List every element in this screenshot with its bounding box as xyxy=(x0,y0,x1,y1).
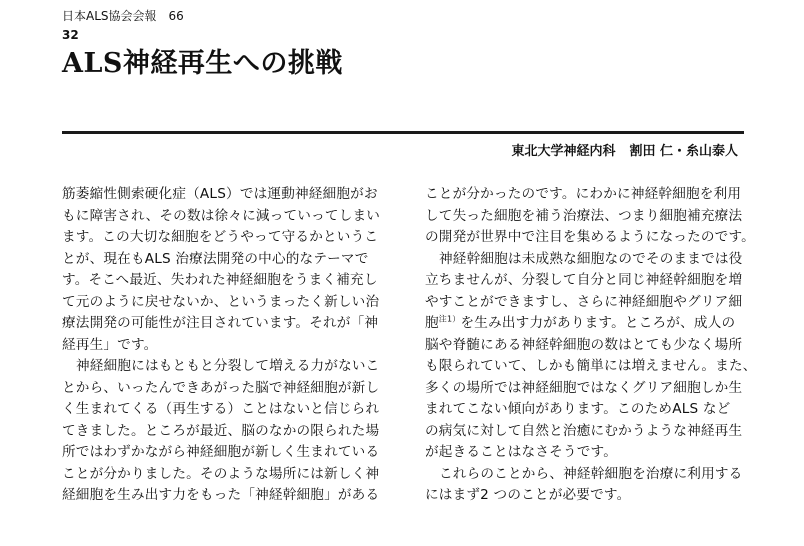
body-line: 所ではわずかながら神経細胞が新しく生まれている xyxy=(62,444,380,460)
body-line: まれてこない傾向があります。このためALS など xyxy=(425,401,731,417)
body-line: 経細胞を生み出す力をもった「神経幹細胞」がある xyxy=(62,487,380,503)
body-line: てきました。ところが最近、脳のなかの限られた場 xyxy=(62,422,380,439)
page-number: 32 xyxy=(62,28,79,42)
issue-number: 66 xyxy=(168,9,184,23)
body-line: の開発が世界中で注目を集めるようになったのです。 xyxy=(425,229,755,245)
author-names: 割田 仁・糸山泰人 xyxy=(629,144,738,159)
body-line: やすことができますし、さらに神経細胞やグリア細 xyxy=(425,293,743,310)
body-line: にはまず2 つのことが必要です。 xyxy=(425,487,631,503)
body-line: 多くの場所では神経細胞ではなくグリア細胞しか生 xyxy=(425,379,743,396)
body-text: 胞 xyxy=(425,315,439,331)
body-line: これらのことから、神経幹細胞を治療に利用する xyxy=(439,465,743,482)
body-line: ます。この大切な細胞をどうやって守るかというこ xyxy=(62,229,379,245)
body-line: て元のように戻せないか、というまったく新しい治 xyxy=(62,293,380,310)
article-title: ALS神経再生への挑戦 xyxy=(62,48,343,79)
journal-name: 日本ALS協会会報 xyxy=(62,9,157,23)
body-line: す。そこへ最近、失われた神経細胞をうまく補充し xyxy=(62,272,378,288)
body-line: の病気に対して自然と治癒にむかうような神経再生 xyxy=(425,422,743,439)
body-line: 筋萎縮性側索硬化症（ALS）では運動神経細胞がお xyxy=(62,186,378,202)
body-line-with-note xyxy=(425,313,747,335)
body-line: く生まれてくる（再生する）ことはないと信じられ xyxy=(62,401,380,417)
body-text: を生み出す力があります。ところが、成人の xyxy=(460,315,736,331)
body-line: 立ちませんが、分裂して自分と同じ神経幹細胞を増 xyxy=(425,272,743,288)
body-line: して失った細胞を補う治療法、つまり細胞補充療法 xyxy=(425,207,743,224)
body-column-right xyxy=(425,184,757,507)
footnote-marker: 注1） xyxy=(438,314,461,324)
body-line: とから、いったんできあがった脳で神経細胞が新し xyxy=(62,379,380,396)
body-line: 神経幹細胞は未成熟な細胞なのでそのままでは役 xyxy=(439,250,743,267)
body-column-left xyxy=(62,184,382,507)
body-line: 神経細胞にはもともと分裂して増える力がないこ xyxy=(76,358,380,374)
body-line: とが、現在もALS 治療法開発の中心的なテーマで xyxy=(62,250,369,267)
body-line: 経再生」です。 xyxy=(62,336,158,353)
author-line xyxy=(511,143,738,161)
running-header xyxy=(62,8,184,24)
body-line: ことが分かりました。そのような場所には新しく神 xyxy=(62,465,380,482)
body-line: が起きることはなさそうです。 xyxy=(425,444,618,460)
body-line: 脳や脊髄にある神経幹細胞の数はとても少なく場所 xyxy=(425,336,743,353)
author-affiliation: 東北大学神経内科 xyxy=(511,144,616,159)
body-line: も限られていて、しかも簡単には増えません。また、 xyxy=(425,358,757,374)
title-divider xyxy=(62,131,744,134)
body-line: 療法開発の可能性が注目されています。それが「神 xyxy=(62,315,379,331)
body-line: もに障害され、その数は徐々に減っていってしまい xyxy=(62,207,381,224)
body-line: ことが分かったのです。にわかに神経幹細胞を利用 xyxy=(425,186,742,202)
